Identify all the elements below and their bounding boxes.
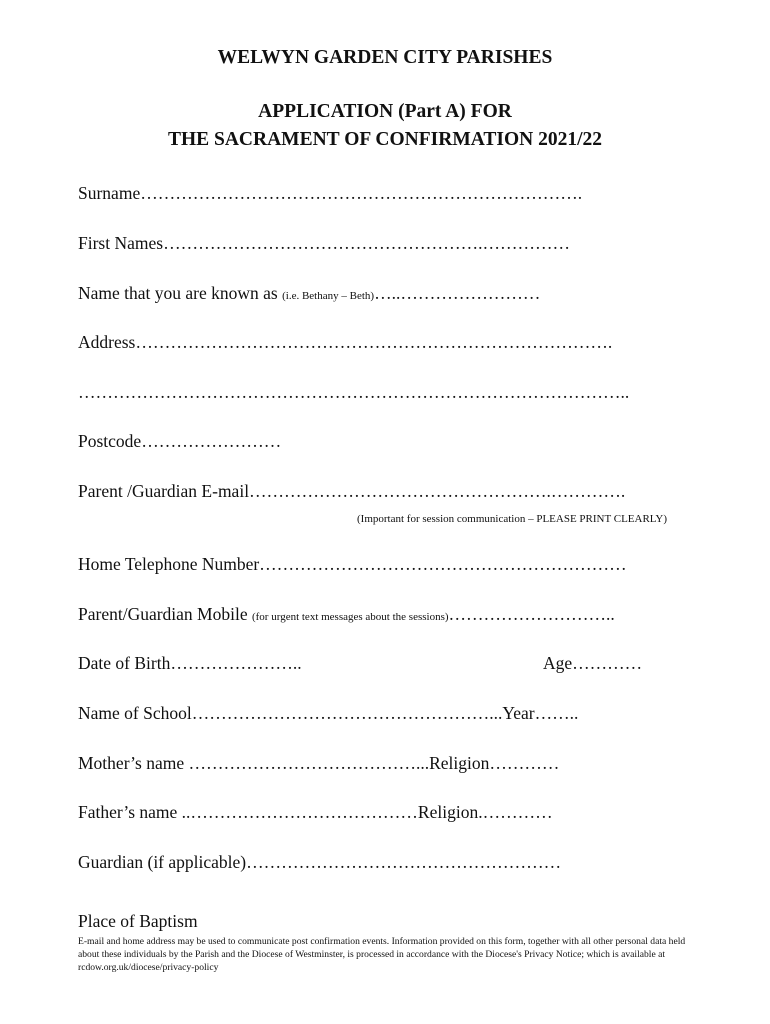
mobile-hint: (for urgent text messages about the sessions)	[251, 611, 449, 623]
first-names-field[interactable]: First Names……………………………………………….……………	[78, 233, 570, 253]
date-of-birth-field[interactable]: Date of Birth…………………..	[78, 653, 302, 673]
school-year-field[interactable]: Name of School……………………………………………...Year……..	[78, 703, 579, 723]
privacy-notice: E-mail and home address may be used to communicate post confirmation events. Information provided on this form, together with all other personal data held about these individuals by the Parish and the Diocese of Westminster, is processed in accordance with the Diocese's Privacy Notice; which is available at rcdow.org.uk/diocese/privacy-policy	[78, 936, 686, 973]
guardian-field[interactable]: Guardian (if applicable)………………………………………………	[78, 852, 562, 872]
age-field[interactable]: Age…………	[543, 653, 643, 673]
mobile-label: Parent/Guardian Mobile	[78, 604, 252, 624]
address-field-line-1[interactable]: Address……………………………………………………………………….	[78, 332, 613, 352]
parent-email-field[interactable]: Parent /Guardian E-mail…………………………………………….………….	[78, 481, 626, 501]
known-as-label: Name that you are known as	[78, 283, 283, 303]
mobile-dots: ………………………..	[448, 604, 615, 624]
known-as-hint: (i.e. Bethany – Beth)	[282, 290, 375, 302]
parish-heading: WELWYN GARDEN CITY PARISHES	[217, 47, 553, 68]
place-of-baptism-label: Place of Baptism	[78, 911, 198, 931]
father-religion-field[interactable]: Father’s name ..…………………………………Religion.…………	[78, 802, 553, 822]
mother-religion-field[interactable]: Mother’s name …………………………………...Religion…………	[78, 753, 560, 773]
parent-email-note: (Important for session communication – PLEASE PRINT CLEARLY)	[357, 513, 668, 525]
address-field-line-2[interactable]: …………………………………………………………………………………..	[78, 382, 630, 402]
parent-mobile-field[interactable]	[78, 603, 615, 628]
home-telephone-field[interactable]: Home Telephone Number………………………………………………………	[78, 554, 627, 574]
form-title-line-2: THE SACRAMENT OF CONFIRMATION 2021/22	[167, 129, 603, 150]
known-as-dots: …..……………………	[374, 283, 541, 303]
known-as-field[interactable]	[78, 282, 540, 307]
form-title-line-1: APPLICATION (Part A) FOR	[258, 101, 512, 122]
postcode-field[interactable]: Postcode……………………	[78, 431, 282, 451]
surname-field[interactable]: Surname………………………………………………………………….	[78, 183, 583, 203]
